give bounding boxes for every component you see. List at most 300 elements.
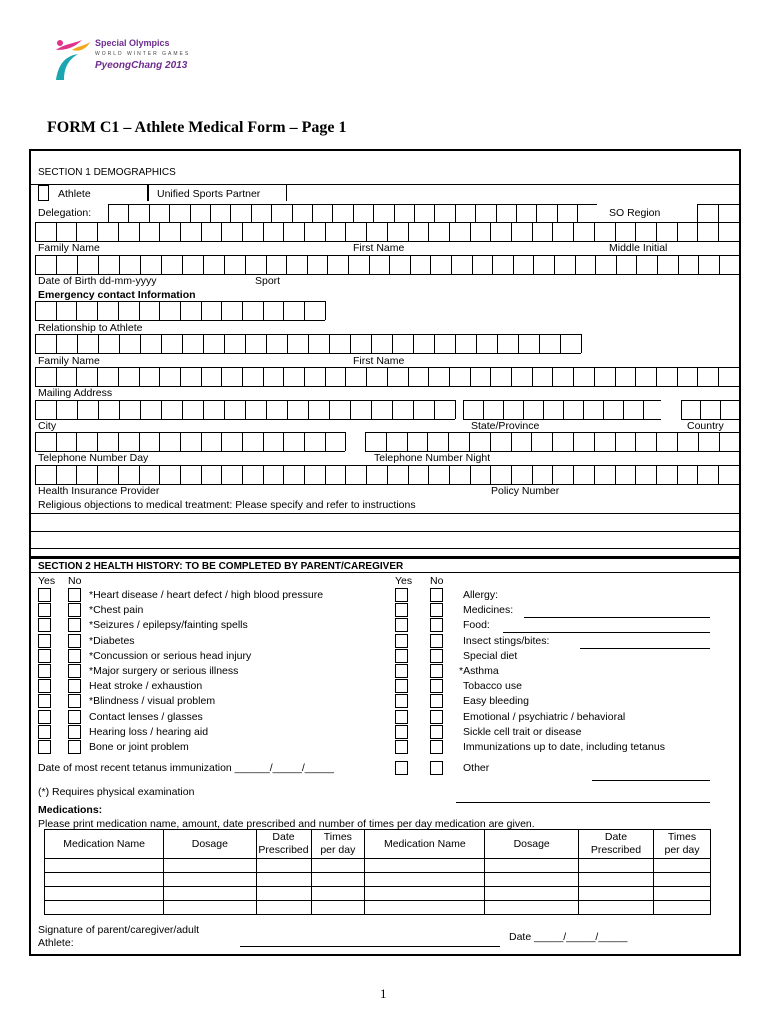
table-cell[interactable] xyxy=(164,887,256,901)
left-no-checkbox[interactable] xyxy=(68,664,81,678)
table-cell[interactable] xyxy=(365,859,485,873)
right-yes-checkbox[interactable] xyxy=(395,618,408,632)
char-box-divider[interactable] xyxy=(190,204,191,222)
char-box-divider[interactable] xyxy=(224,334,225,353)
char-box-divider[interactable] xyxy=(242,222,243,241)
char-box-divider[interactable] xyxy=(492,255,493,274)
char-box-divider[interactable] xyxy=(366,222,367,241)
char-box-divider[interactable] xyxy=(308,334,309,353)
char-box-divider[interactable] xyxy=(594,367,595,386)
char-box-divider[interactable] xyxy=(182,334,183,353)
char-box-divider[interactable] xyxy=(523,400,524,419)
char-box-divider[interactable] xyxy=(139,465,140,484)
char-box-divider[interactable] xyxy=(304,301,305,320)
char-box-divider[interactable] xyxy=(408,367,409,386)
char-box-divider[interactable] xyxy=(513,255,514,274)
char-box-divider[interactable] xyxy=(98,334,99,353)
char-box-divider[interactable] xyxy=(304,222,305,241)
char-box-divider[interactable] xyxy=(455,334,456,353)
char-box-divider[interactable] xyxy=(329,400,330,419)
char-box-divider[interactable] xyxy=(118,301,119,320)
char-box-divider[interactable] xyxy=(373,204,374,222)
char-box-divider[interactable] xyxy=(434,204,435,222)
char-box-divider[interactable] xyxy=(656,465,657,484)
char-box-divider[interactable] xyxy=(451,255,452,274)
char-box-divider[interactable] xyxy=(719,255,720,274)
char-box-divider[interactable] xyxy=(643,400,644,419)
char-box-divider[interactable] xyxy=(97,301,98,320)
char-box-divider[interactable] xyxy=(552,465,553,484)
left-yes-checkbox[interactable] xyxy=(38,618,51,632)
table-cell[interactable] xyxy=(578,859,653,873)
char-box-divider[interactable] xyxy=(554,255,555,274)
char-box-divider[interactable] xyxy=(201,432,202,451)
table-cell[interactable] xyxy=(311,901,365,915)
char-box-divider[interactable] xyxy=(656,222,657,241)
char-box-divider[interactable] xyxy=(511,432,512,451)
right-no-checkbox[interactable] xyxy=(430,588,443,602)
char-box-divider[interactable] xyxy=(56,255,57,274)
table-cell[interactable] xyxy=(311,859,365,873)
table-cell[interactable] xyxy=(654,873,711,887)
char-box-divider[interactable] xyxy=(533,255,534,274)
char-box-divider[interactable] xyxy=(698,255,699,274)
char-box-divider[interactable] xyxy=(35,465,36,484)
char-box-divider[interactable] xyxy=(490,222,491,241)
char-box-divider[interactable] xyxy=(583,400,584,419)
char-box-divider[interactable] xyxy=(325,301,326,320)
left-no-checkbox[interactable] xyxy=(68,740,81,754)
food-line[interactable] xyxy=(503,632,710,633)
table-cell[interactable] xyxy=(256,859,311,873)
char-box-divider[interactable] xyxy=(292,204,293,222)
table-cell[interactable] xyxy=(365,887,485,901)
left-no-checkbox[interactable] xyxy=(68,679,81,693)
char-box-divider[interactable] xyxy=(140,400,141,419)
char-box-divider[interactable] xyxy=(35,222,36,241)
char-box-divider[interactable] xyxy=(348,255,349,274)
table-cell[interactable] xyxy=(578,887,653,901)
char-box-divider[interactable] xyxy=(449,367,450,386)
religious-line-3[interactable] xyxy=(31,548,739,549)
right-no-checkbox[interactable] xyxy=(430,710,443,724)
char-box-divider[interactable] xyxy=(615,465,616,484)
char-box-divider[interactable] xyxy=(677,465,678,484)
char-box-divider[interactable] xyxy=(307,255,308,274)
char-box-divider[interactable] xyxy=(325,432,326,451)
table-cell[interactable] xyxy=(654,901,711,915)
char-box-divider[interactable] xyxy=(387,222,388,241)
char-box-divider[interactable] xyxy=(739,222,740,241)
table-cell[interactable] xyxy=(485,859,578,873)
char-box-divider[interactable] xyxy=(97,367,98,386)
char-box-divider[interactable] xyxy=(98,400,99,419)
char-box-divider[interactable] xyxy=(242,367,243,386)
char-box-divider[interactable] xyxy=(327,255,328,274)
char-box-divider[interactable] xyxy=(271,204,272,222)
table-cell[interactable] xyxy=(654,887,711,901)
char-box-divider[interactable] xyxy=(511,367,512,386)
char-box-divider[interactable] xyxy=(263,301,264,320)
char-box-divider[interactable] xyxy=(387,465,388,484)
char-box-divider[interactable] xyxy=(407,432,408,451)
char-box-divider[interactable] xyxy=(242,301,243,320)
char-box-divider[interactable] xyxy=(201,222,202,241)
char-box-divider[interactable] xyxy=(97,432,98,451)
char-box-divider[interactable] xyxy=(118,465,119,484)
char-box-divider[interactable] xyxy=(56,222,57,241)
left-no-checkbox[interactable] xyxy=(68,603,81,617)
char-box-divider[interactable] xyxy=(700,400,701,419)
char-box-divider[interactable] xyxy=(531,432,532,451)
table-cell[interactable] xyxy=(164,901,256,915)
char-box-divider[interactable] xyxy=(718,204,719,222)
char-box-divider[interactable] xyxy=(511,465,512,484)
table-cell[interactable] xyxy=(365,873,485,887)
char-box-divider[interactable] xyxy=(573,432,574,451)
char-box-divider[interactable] xyxy=(159,432,160,451)
table-cell[interactable] xyxy=(485,873,578,887)
char-box-divider[interactable] xyxy=(615,367,616,386)
char-box-divider[interactable] xyxy=(56,400,57,419)
right-yes-checkbox[interactable] xyxy=(395,603,408,617)
char-box-divider[interactable] xyxy=(552,222,553,241)
char-box-divider[interactable] xyxy=(636,255,637,274)
left-no-checkbox[interactable] xyxy=(68,649,81,663)
left-yes-checkbox[interactable] xyxy=(38,588,51,602)
table-cell[interactable] xyxy=(45,901,164,915)
char-box-divider[interactable] xyxy=(560,334,561,353)
char-box-divider[interactable] xyxy=(35,367,36,386)
right-no-checkbox[interactable] xyxy=(430,694,443,708)
other-yes-checkbox[interactable] xyxy=(395,761,408,775)
char-box-divider[interactable] xyxy=(350,334,351,353)
char-box-divider[interactable] xyxy=(140,255,141,274)
char-box-divider[interactable] xyxy=(312,204,313,222)
char-box-divider[interactable] xyxy=(304,432,305,451)
char-box-divider[interactable] xyxy=(201,465,202,484)
right-yes-checkbox[interactable] xyxy=(395,679,408,693)
char-box-divider[interactable] xyxy=(182,400,183,419)
insect-line[interactable] xyxy=(580,648,710,649)
char-box-divider[interactable] xyxy=(369,255,370,274)
table-cell[interactable] xyxy=(485,887,578,901)
char-box-divider[interactable] xyxy=(159,222,160,241)
char-box-divider[interactable] xyxy=(182,255,183,274)
char-box-divider[interactable] xyxy=(308,400,309,419)
char-box-divider[interactable] xyxy=(180,432,181,451)
left-no-checkbox[interactable] xyxy=(68,618,81,632)
char-box-divider[interactable] xyxy=(345,222,346,241)
table-row[interactable] xyxy=(45,887,711,901)
char-box-divider[interactable] xyxy=(159,301,160,320)
char-box-divider[interactable] xyxy=(623,400,624,419)
char-box-divider[interactable] xyxy=(118,367,119,386)
char-box-divider[interactable] xyxy=(201,301,202,320)
char-box-divider[interactable] xyxy=(575,255,576,274)
char-box-divider[interactable] xyxy=(97,222,98,241)
char-box-divider[interactable] xyxy=(304,367,305,386)
char-box-divider[interactable] xyxy=(718,465,719,484)
char-box-divider[interactable] xyxy=(483,400,484,419)
char-box-divider[interactable] xyxy=(434,400,435,419)
table-row[interactable] xyxy=(45,859,711,873)
char-box-divider[interactable] xyxy=(221,301,222,320)
char-box-divider[interactable] xyxy=(221,465,222,484)
char-box-divider[interactable] xyxy=(161,400,162,419)
char-box-divider[interactable] xyxy=(455,400,456,419)
char-box-divider[interactable] xyxy=(210,204,211,222)
char-box-divider[interactable] xyxy=(739,400,740,419)
right-no-checkbox[interactable] xyxy=(430,664,443,678)
left-yes-checkbox[interactable] xyxy=(38,725,51,739)
char-box-divider[interactable] xyxy=(286,255,287,274)
char-box-divider[interactable] xyxy=(536,204,537,222)
left-no-checkbox[interactable] xyxy=(68,694,81,708)
char-box-divider[interactable] xyxy=(386,432,387,451)
right-yes-checkbox[interactable] xyxy=(395,725,408,739)
char-box-divider[interactable] xyxy=(332,204,333,222)
char-box-divider[interactable] xyxy=(677,432,678,451)
char-box-divider[interactable] xyxy=(283,222,284,241)
char-box-divider[interactable] xyxy=(325,367,326,386)
char-box-divider[interactable] xyxy=(719,432,720,451)
char-box-divider[interactable] xyxy=(56,301,57,320)
char-box-divider[interactable] xyxy=(720,400,721,419)
char-box-divider[interactable] xyxy=(718,367,719,386)
char-box-divider[interactable] xyxy=(697,222,698,241)
char-box-divider[interactable] xyxy=(329,334,330,353)
char-box-divider[interactable] xyxy=(635,367,636,386)
char-box-divider[interactable] xyxy=(108,204,109,222)
char-box-divider[interactable] xyxy=(463,400,464,419)
char-box-divider[interactable] xyxy=(77,255,78,274)
char-box-divider[interactable] xyxy=(656,432,657,451)
left-yes-checkbox[interactable] xyxy=(38,710,51,724)
table-cell[interactable] xyxy=(485,901,578,915)
char-box-divider[interactable] xyxy=(76,367,77,386)
char-box-divider[interactable] xyxy=(430,255,431,274)
char-box-divider[interactable] xyxy=(656,367,657,386)
char-box-divider[interactable] xyxy=(366,367,367,386)
table-cell[interactable] xyxy=(578,901,653,915)
char-box-divider[interactable] xyxy=(387,367,388,386)
table-row[interactable] xyxy=(45,873,711,887)
char-box-divider[interactable] xyxy=(230,204,231,222)
char-box-divider[interactable] xyxy=(287,334,288,353)
char-box-divider[interactable] xyxy=(266,334,267,353)
char-box-divider[interactable] xyxy=(497,334,498,353)
char-box-divider[interactable] xyxy=(56,465,57,484)
char-box-divider[interactable] xyxy=(245,400,246,419)
char-box-divider[interactable] xyxy=(635,222,636,241)
char-box-divider[interactable] xyxy=(434,334,435,353)
char-box-divider[interactable] xyxy=(573,222,574,241)
left-no-checkbox[interactable] xyxy=(68,588,81,602)
char-box-divider[interactable] xyxy=(77,334,78,353)
char-box-divider[interactable] xyxy=(718,222,719,241)
char-box-divider[interactable] xyxy=(304,465,305,484)
char-box-divider[interactable] xyxy=(697,465,698,484)
char-box-divider[interactable] xyxy=(283,301,284,320)
char-box-divider[interactable] xyxy=(283,367,284,386)
char-box-divider[interactable] xyxy=(697,204,698,222)
char-box-divider[interactable] xyxy=(496,204,497,222)
char-box-divider[interactable] xyxy=(677,367,678,386)
char-box-divider[interactable] xyxy=(224,255,225,274)
char-box-divider[interactable] xyxy=(681,400,682,419)
char-box-divider[interactable] xyxy=(739,432,740,451)
char-box-divider[interactable] xyxy=(532,367,533,386)
char-box-divider[interactable] xyxy=(543,400,544,419)
left-yes-checkbox[interactable] xyxy=(38,740,51,754)
left-yes-checkbox[interactable] xyxy=(38,694,51,708)
char-box-divider[interactable] xyxy=(475,204,476,222)
char-box-divider[interactable] xyxy=(140,334,141,353)
left-yes-checkbox[interactable] xyxy=(38,679,51,693)
char-box-divider[interactable] xyxy=(581,334,582,353)
table-cell[interactable] xyxy=(654,859,711,873)
char-box-divider[interactable] xyxy=(657,255,658,274)
char-box-divider[interactable] xyxy=(35,432,36,451)
medicines-line[interactable] xyxy=(524,617,710,618)
right-no-checkbox[interactable] xyxy=(430,618,443,632)
char-box-divider[interactable] xyxy=(128,204,129,222)
char-box-divider[interactable] xyxy=(428,465,429,484)
char-box-divider[interactable] xyxy=(392,334,393,353)
religious-line-2[interactable] xyxy=(31,531,739,532)
char-box-divider[interactable] xyxy=(35,334,36,353)
char-box-divider[interactable] xyxy=(677,222,678,241)
char-box-divider[interactable] xyxy=(595,255,596,274)
char-box-divider[interactable] xyxy=(266,255,267,274)
table-cell[interactable] xyxy=(365,901,485,915)
char-box-divider[interactable] xyxy=(119,255,120,274)
char-box-divider[interactable] xyxy=(635,465,636,484)
char-box-divider[interactable] xyxy=(410,255,411,274)
char-box-divider[interactable] xyxy=(345,432,346,451)
right-no-checkbox[interactable] xyxy=(430,634,443,648)
char-box-divider[interactable] xyxy=(469,432,470,451)
char-box-divider[interactable] xyxy=(203,334,204,353)
char-box-divider[interactable] xyxy=(552,367,553,386)
char-box-divider[interactable] xyxy=(221,367,222,386)
char-box-divider[interactable] xyxy=(161,255,162,274)
left-no-checkbox[interactable] xyxy=(68,710,81,724)
char-box-divider[interactable] xyxy=(119,400,120,419)
char-box-divider[interactable] xyxy=(159,367,160,386)
char-box-divider[interactable] xyxy=(77,400,78,419)
char-box-divider[interactable] xyxy=(739,255,740,274)
char-box-divider[interactable] xyxy=(678,255,679,274)
char-box-divider[interactable] xyxy=(490,465,491,484)
right-yes-checkbox[interactable] xyxy=(395,740,408,754)
char-box-divider[interactable] xyxy=(221,222,222,241)
char-box-divider[interactable] xyxy=(594,222,595,241)
char-box-divider[interactable] xyxy=(180,301,181,320)
char-box-divider[interactable] xyxy=(35,400,36,419)
char-box-divider[interactable] xyxy=(413,334,414,353)
char-box-divider[interactable] xyxy=(470,367,471,386)
char-box-divider[interactable] xyxy=(245,334,246,353)
religious-line-1[interactable] xyxy=(31,513,739,514)
char-box-divider[interactable] xyxy=(490,432,491,451)
char-box-divider[interactable] xyxy=(56,334,57,353)
char-box-divider[interactable] xyxy=(394,204,395,222)
char-box-divider[interactable] xyxy=(325,465,326,484)
right-yes-checkbox[interactable] xyxy=(395,694,408,708)
char-box-divider[interactable] xyxy=(603,400,604,419)
char-box-divider[interactable] xyxy=(283,465,284,484)
char-box-divider[interactable] xyxy=(616,255,617,274)
char-box-divider[interactable] xyxy=(557,204,558,222)
left-yes-checkbox[interactable] xyxy=(38,634,51,648)
char-box-divider[interactable] xyxy=(97,465,98,484)
char-box-divider[interactable] xyxy=(242,432,243,451)
char-box-divider[interactable] xyxy=(739,465,740,484)
right-yes-checkbox[interactable] xyxy=(395,710,408,724)
char-box-divider[interactable] xyxy=(365,432,366,451)
char-box-divider[interactable] xyxy=(552,432,553,451)
char-box-divider[interactable] xyxy=(76,465,77,484)
char-box-divider[interactable] xyxy=(428,222,429,241)
char-box-divider[interactable] xyxy=(139,222,140,241)
char-box-divider[interactable] xyxy=(350,400,351,419)
char-box-divider[interactable] xyxy=(139,432,140,451)
right-no-checkbox[interactable] xyxy=(430,725,443,739)
char-box-divider[interactable] xyxy=(149,204,150,222)
char-box-divider[interactable] xyxy=(283,432,284,451)
left-no-checkbox[interactable] xyxy=(68,725,81,739)
char-box-divider[interactable] xyxy=(532,222,533,241)
char-box-divider[interactable] xyxy=(263,222,264,241)
table-cell[interactable] xyxy=(45,873,164,887)
char-box-divider[interactable] xyxy=(573,367,574,386)
char-box-divider[interactable] xyxy=(408,222,409,241)
char-box-divider[interactable] xyxy=(35,255,36,274)
char-box-divider[interactable] xyxy=(76,432,77,451)
right-no-checkbox[interactable] xyxy=(430,649,443,663)
char-box-divider[interactable] xyxy=(428,367,429,386)
char-box-divider[interactable] xyxy=(180,465,181,484)
char-box-divider[interactable] xyxy=(180,367,181,386)
char-box-divider[interactable] xyxy=(159,465,160,484)
char-box-divider[interactable] xyxy=(118,222,119,241)
char-box-divider[interactable] xyxy=(325,222,326,241)
char-box-divider[interactable] xyxy=(539,334,540,353)
left-yes-checkbox[interactable] xyxy=(38,664,51,678)
right-no-checkbox[interactable] xyxy=(430,740,443,754)
char-box-divider[interactable] xyxy=(76,222,77,241)
char-box-divider[interactable] xyxy=(449,465,450,484)
char-box-divider[interactable] xyxy=(56,367,57,386)
table-cell[interactable] xyxy=(256,901,311,915)
char-box-divider[interactable] xyxy=(698,432,699,451)
char-box-divider[interactable] xyxy=(224,400,225,419)
char-box-divider[interactable] xyxy=(353,204,354,222)
char-box-divider[interactable] xyxy=(413,400,414,419)
char-box-divider[interactable] xyxy=(180,222,181,241)
char-box-divider[interactable] xyxy=(697,367,698,386)
table-cell[interactable] xyxy=(256,873,311,887)
char-box-divider[interactable] xyxy=(56,432,57,451)
table-cell[interactable] xyxy=(578,873,653,887)
char-box-divider[interactable] xyxy=(139,301,140,320)
char-box-divider[interactable] xyxy=(371,400,372,419)
char-box-divider[interactable] xyxy=(563,400,564,419)
char-box-divider[interactable] xyxy=(615,432,616,451)
partner-checkbox[interactable] xyxy=(147,185,149,201)
